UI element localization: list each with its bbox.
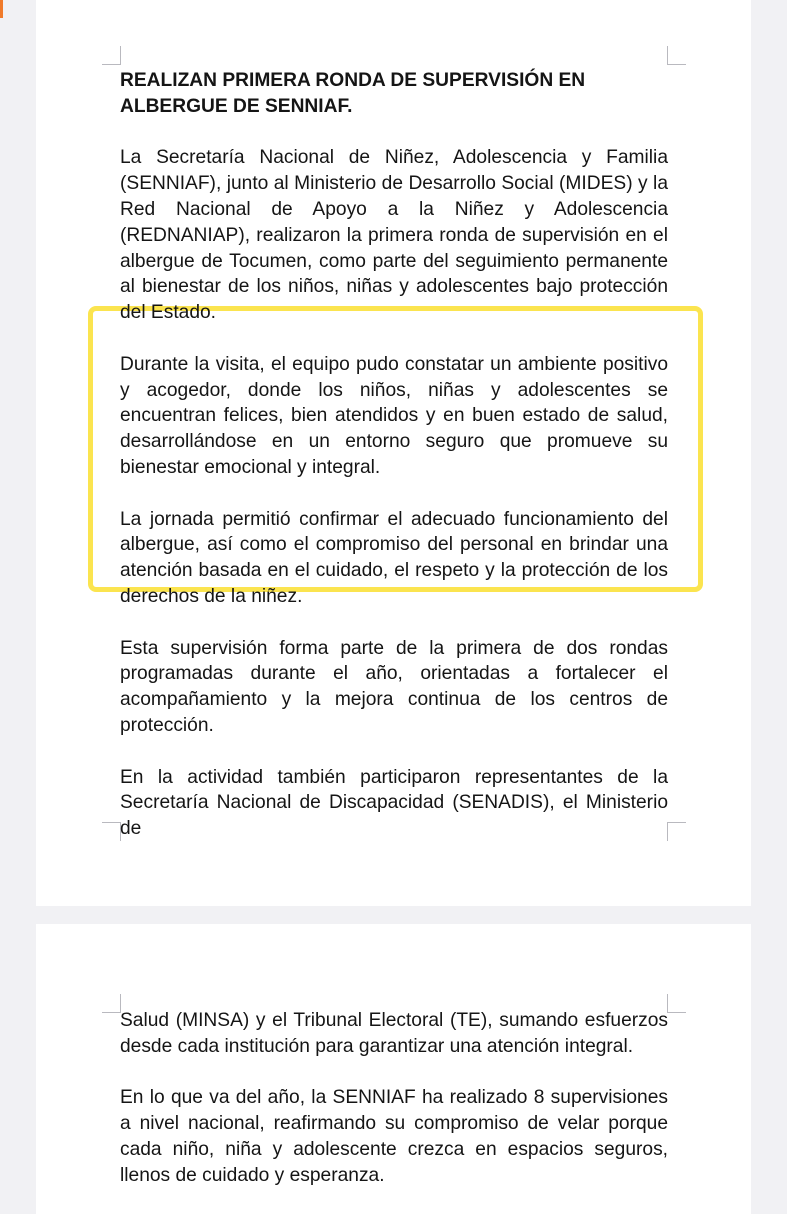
accent-marker [0, 0, 3, 18]
paragraph: En la actividad también participaron representantes de la Secretaría Nacional de Discapacidad (SENADIS), el Ministerio de [120, 766, 668, 840]
paragraph: Salud (MINSA) y el Tribunal Electoral (TE), sumando esfuerzos desde cada institución para garantizar una atención integral. [120, 1010, 668, 1057]
page-1-text [120, 68, 668, 842]
paragraph-highlighted: La jornada permitió confirmar el adecuado funcionamiento del albergue, así como el compromiso del personal en brindar una atención basada en el cuidado, el respeto y la protección de los derechos de la niñez. [120, 508, 668, 607]
margin-corner-bottom-left [102, 822, 121, 841]
margin-corner-top-left [102, 46, 121, 65]
margin-corner-top-left [102, 994, 121, 1013]
margin-corner-top-right [667, 994, 686, 1013]
paragraph: La Secretaría Nacional de Niñez, Adolescencia y Familia (SENNIAF), junto al Ministerio de Desarrollo Social (MIDES) y la Red Nacional de Apoyo a la Niñez y Adolescencia (REDNANIAP), realizaron la primera ronda de supervisión en el albergue de Tocumen, como parte del seguimiento permanente al bienestar de los niños, niñas y adolescentes bajo protección del Estado. [120, 147, 668, 324]
page-2-text [120, 1008, 668, 1189]
paragraph-highlighted: Durante la visita, el equipo pudo constatar un ambiente positivo y acogedor, donde los niños, niñas y adolescentes se encuentran felices, bien atendidos y en buen estado de salud, desarrollándose en un entorno seguro que promueve su bienestar emocional y integral. [120, 353, 668, 478]
margin-corner-top-right [667, 46, 686, 65]
margin-corner-bottom-right [667, 822, 686, 841]
document-title: REALIZAN PRIMERA RONDA DE SUPERVISIÓN EN ALBERGUE DE SENNIAF. [120, 70, 586, 117]
paragraph: En lo que va del año, la SENNIAF ha realizado 8 supervisiones a nivel nacional, reafirmando su compromiso de velar porque cada niño, niña y adolescente crezca en espacios seguros, llenos de cuidado y esperanza. [120, 1087, 668, 1186]
paragraph: Esta supervisión forma parte de la primera de dos rondas programadas durante el año, orientadas a fortalecer el acompañamiento y la mejora continua de los centros de protección. [120, 637, 668, 736]
